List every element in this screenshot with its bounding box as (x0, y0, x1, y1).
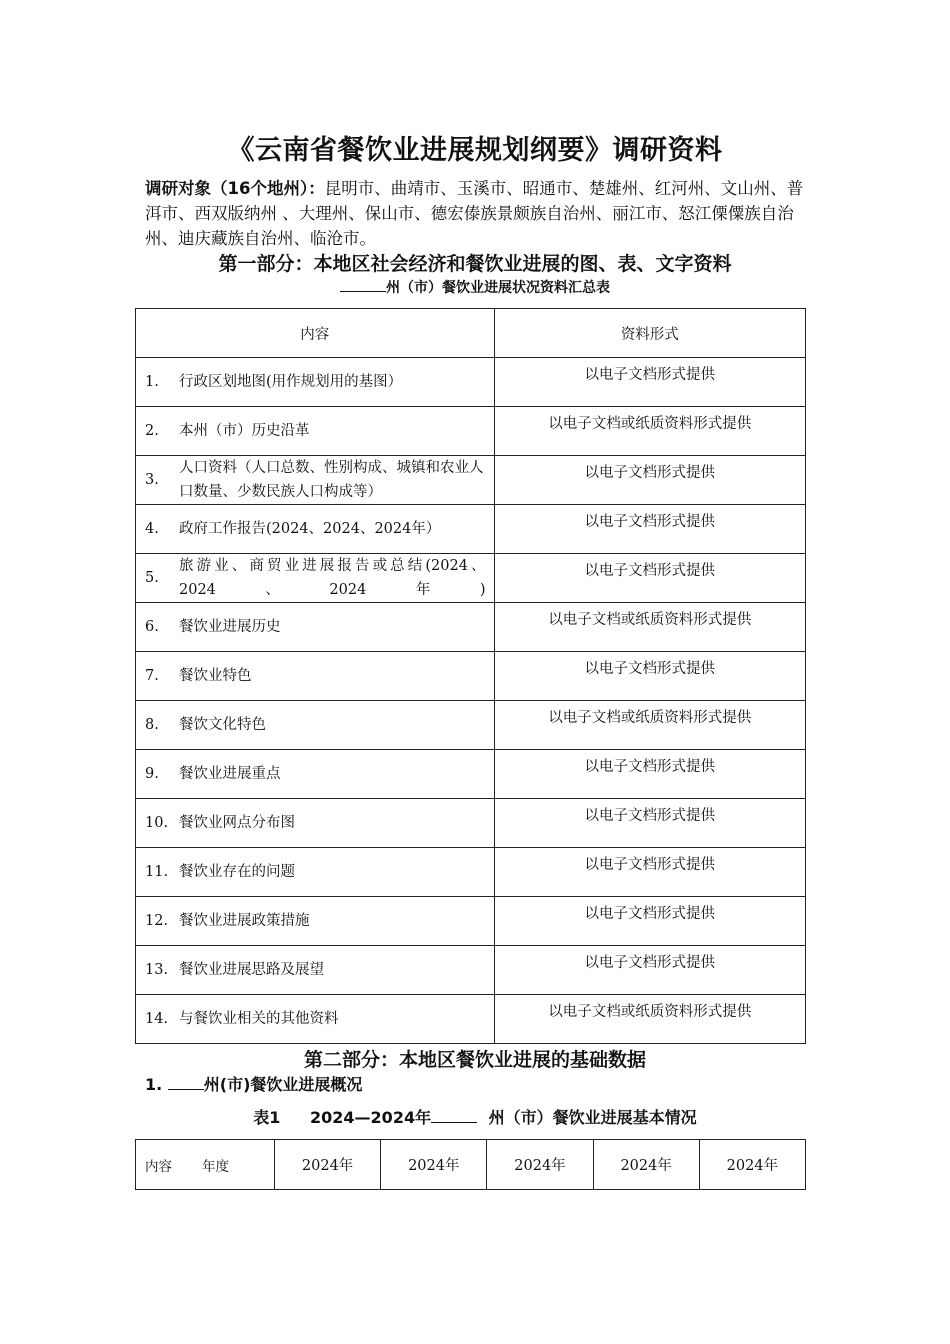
table-row (136, 554, 806, 603)
blank-underline (340, 279, 386, 292)
summary-table-title (0, 277, 950, 297)
header-content: 内容 (136, 309, 495, 358)
row-content-cell (136, 554, 495, 603)
table2-year-cell: 2024年 (487, 1140, 593, 1190)
row-content-cell (136, 750, 495, 799)
table-row (136, 456, 806, 505)
row-content-cell (136, 407, 495, 456)
part1-heading: 第一部分：本地区社会经济和餐饮业进展的图、表、文字资料 (218, 253, 732, 275)
table1-caption (0, 1105, 950, 1128)
row-form-cell: 以电子文档形式提供 (494, 897, 805, 946)
row-form-cell: 以电子文档或纸质资料形式提供 (494, 995, 805, 1044)
table1-years: 2024—2024年 (310, 1108, 432, 1127)
row-form-cell: 以电子文档形式提供 (494, 946, 805, 995)
row-number: 14. (145, 1011, 169, 1027)
row-content-cell (136, 799, 495, 848)
table1-label: 表1 (253, 1108, 281, 1127)
part2-heading: 第二部分：本地区餐饮业进展的基础数据 (303, 1049, 646, 1071)
table-row (136, 799, 806, 848)
row-form-cell: 以电子文档形式提供 (494, 505, 805, 554)
row-content: 人口资料（人口总数、性别构成、城镇和农业人口数量、少数民族人口构成等） (179, 460, 484, 500)
row-content: 行政区划地图(用作规划用的基图） (179, 374, 403, 390)
row-form-cell: 以电子文档形式提供 (494, 456, 805, 505)
row-content: 旅游业、商贸业进展报告或总结(2024、2024、2024年) (179, 558, 486, 598)
row-number: 10. (145, 815, 169, 831)
row-form-cell: 以电子文档形式提供 (494, 750, 805, 799)
table2-first-header (136, 1140, 275, 1190)
document-title: 《云南省餐饮业进展规划纲要》调研资料 (227, 135, 723, 166)
row-content: 餐饮业进展政策措施 (179, 913, 310, 929)
row-content-cell (136, 652, 495, 701)
materials-summary-table (135, 308, 806, 1044)
row-number: 5. (145, 570, 159, 586)
row-content-cell (136, 603, 495, 652)
table2-year-cell: 2024年 (699, 1140, 805, 1190)
row-number: 12. (145, 913, 169, 929)
row-content-cell (136, 848, 495, 897)
row-number: 9. (145, 766, 159, 782)
table-row (136, 407, 806, 456)
header-form: 资料形式 (494, 309, 805, 358)
row-form-cell: 以电子文档形式提供 (494, 652, 805, 701)
table1-caption-text: 州（市）餐饮业进展基本情况 (488, 1108, 697, 1127)
row-content-cell (136, 946, 495, 995)
row-content-cell (136, 456, 495, 505)
row-content: 餐饮业进展历史 (179, 619, 281, 635)
row-number: 6. (145, 619, 159, 635)
row-content-cell (136, 897, 495, 946)
row-content: 餐饮业进展思路及展望 (179, 962, 324, 978)
table-row (136, 848, 806, 897)
row-form-cell: 以电子文档形式提供 (494, 799, 805, 848)
row-content: 餐饮文化特色 (179, 717, 266, 733)
section1-text: 州(市)餐饮业进展概况 (203, 1075, 363, 1094)
table2-year-cell: 2024年 (275, 1140, 381, 1190)
table-row (136, 701, 806, 750)
row-content: 餐饮业进展重点 (179, 766, 281, 782)
row-form-cell: 以电子文档或纸质资料形式提供 (494, 701, 805, 750)
table-row (136, 505, 806, 554)
row-number: 11. (145, 864, 169, 880)
survey-targets-label: 调研对象（16个地州）： (145, 179, 325, 198)
row-content: 餐饮业网点分布图 (179, 815, 295, 831)
row-form-cell: 以电子文档或纸质资料形式提供 (494, 603, 805, 652)
row-number: 13. (145, 962, 169, 978)
table-header-row (136, 309, 806, 358)
survey-targets (145, 176, 815, 251)
section1-heading (145, 1072, 362, 1095)
table-row (136, 897, 806, 946)
row-form-cell: 以电子文档形式提供 (494, 358, 805, 407)
row-content: 与餐饮业相关的其他资料 (179, 1011, 339, 1027)
section1-number: 1. (145, 1075, 163, 1094)
row-content: 本州（市）历史沿革 (179, 423, 310, 439)
blank-underline (431, 1110, 477, 1123)
row-content: 政府工作报告(2024、2024、2024年） (179, 521, 441, 537)
table-row (136, 652, 806, 701)
row-number: 1. (145, 374, 159, 390)
table2-header-row (136, 1140, 806, 1190)
row-content: 餐饮业特色 (179, 668, 252, 684)
basic-situation-table (135, 1139, 806, 1190)
summary-table-title-text: 州（市）餐饮业进展状况资料汇总表 (386, 280, 610, 296)
row-form-cell: 以电子文档形式提供 (494, 554, 805, 603)
row-content-cell (136, 701, 495, 750)
row-number: 2. (145, 423, 159, 439)
table-row (136, 750, 806, 799)
row-number: 3. (145, 472, 159, 488)
table-row (136, 946, 806, 995)
row-form-cell: 以电子文档或纸质资料形式提供 (494, 407, 805, 456)
survey-targets-list: 昆明市、曲靖市、玉溪市、昭通市、楚雄州、红河州、文山州、普洱市、西双版纳州 、大理州、保山市、德宏傣族景颇族自治州、丽江市、怒江傈僳族自治州、迪庆藏族自治州、临沧市。 (145, 179, 804, 248)
blank-underline (168, 1077, 204, 1090)
table-row (136, 995, 806, 1044)
table2-content-label: 内容 (145, 1158, 172, 1175)
table-row (136, 603, 806, 652)
row-content-cell (136, 995, 495, 1044)
row-content-cell (136, 358, 495, 407)
row-form-cell: 以电子文档形式提供 (494, 848, 805, 897)
table2-year-label: 年度 (202, 1158, 229, 1175)
table-row (136, 358, 806, 407)
table2-year-cell: 2024年 (381, 1140, 487, 1190)
row-content-cell (136, 505, 495, 554)
table2-year-cell: 2024年 (593, 1140, 699, 1190)
row-content: 餐饮业存在的问题 (179, 864, 295, 880)
row-number: 8. (145, 717, 159, 733)
row-number: 7. (145, 668, 159, 684)
row-number: 4. (145, 521, 159, 537)
